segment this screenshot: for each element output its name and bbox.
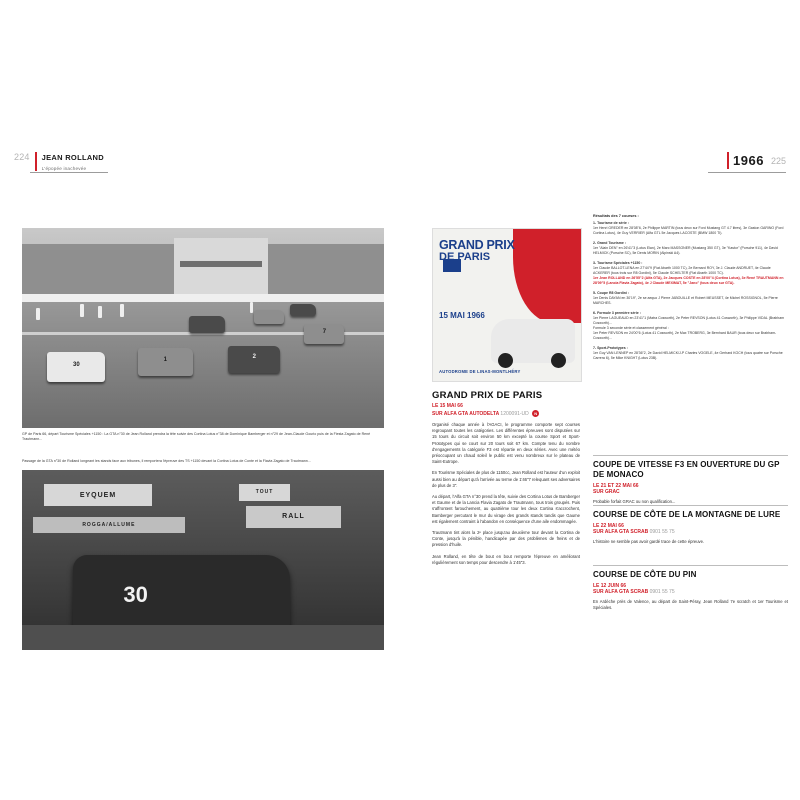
- race-car-7: [304, 324, 344, 344]
- result-block: [593, 241, 788, 256]
- section-car: [593, 529, 788, 535]
- section-pin: [593, 565, 788, 611]
- article-car-name: SUR ALFA GTA AUTODELTA: [432, 410, 500, 417]
- right-folio: 225: [770, 155, 786, 166]
- section-title: COURSE DE CÔTE DU PIN: [593, 570, 697, 579]
- section-date: LE 22 MAI 66: [593, 523, 624, 529]
- left-header-underline: [30, 172, 108, 173]
- result-title: 6- Formule 3 première série :: [593, 311, 641, 315]
- race-car-1: [138, 348, 193, 376]
- section-lure: [593, 505, 788, 545]
- section-title: COURSE DE CÔTE DE LA MONTAGNE DE LURE: [593, 510, 781, 519]
- right-page-header: [727, 152, 786, 169]
- poster-title-line1: GRAND PRIX: [439, 238, 515, 252]
- section-car-code: 0901 55 75: [649, 589, 675, 595]
- poster-title-line2: DE PARIS: [439, 251, 491, 263]
- photo2-car-number: 30: [123, 581, 148, 607]
- car-number-30: 30: [72, 361, 80, 368]
- book-subtitle: L'épopée inachevée: [41, 165, 87, 171]
- car-number-2: 2: [252, 354, 256, 361]
- result-text: 1er Denis DAYAN en 30'19", 2e se aequo J Pierre JABOUILLE et Robert MEUSSET, 4e Michel ROSSIGNOL, 5e Pierre MARCHES.: [593, 296, 778, 305]
- sign-eyquem: EYQUEM: [44, 484, 153, 506]
- book-title: JEAN ROLLAND: [41, 153, 104, 162]
- result-block: [593, 291, 788, 306]
- rolland-car-photo: [22, 470, 384, 650]
- result-text-2: Formule 3 seconde série et classement général :: [593, 326, 669, 330]
- section-car: [593, 589, 788, 595]
- section-car: SUR GRAC: [593, 489, 620, 495]
- year-label: 1966: [733, 153, 764, 168]
- result-text: 1er "Alain DEN" en 26'41"3 (Lotus Elan), 2e Marc MASSONER (Mustang 350 GT), 3e "Kastor" (Porsche 911), 4e David HELMICK (Porsche SC), 5e Denis MORIN (Alpinski A4).: [593, 246, 778, 255]
- car-number-7: 7: [322, 329, 327, 336]
- article-badge: N: [532, 410, 539, 417]
- result-block: [593, 311, 788, 341]
- article-paragraph: Au départ, l'Alfa GTA n°30 prend la tête, suivie des Cortina Lotus de Bamberger et Gaume et de la Lancia Flavia Zagato de Trautmann, tous trois groupés. Puis s'affrontent farouchement, au quatrième tour les deux Cortina s'accrochent, Bamberger percutant le mur du virage des grands stands tandis que Gaume est également contraint à l'abandon en conséquence d'une aile endommagée.: [432, 494, 580, 524]
- result-text: 1er Pierre LAGUEAUD en 23'41"1 (Matra Cosworth), 2e Peter REVSON (Lotus 41 Cosworth), 3e Philippe VIDAL (Brabham Cosworth)...: [593, 316, 785, 325]
- photo2-caption: Passage de la GTA n°30 de Rolland longeant les stands face aux tribunes, il remportera l'épreuve des TS +1150 devant la Cortina Lotus de Conte et la Flavia Zagato de Trautmann...: [22, 459, 311, 463]
- left-folio: 224: [14, 152, 30, 162]
- sign-tout: TOUT: [239, 484, 290, 500]
- article-paragraph: En Tourisme Spéciales de plus de 1150cc, Jean Rolland est l'auteur d'un exploit aussi bien au départ qu'à l'arrivée au terme de 1'46"7 relequant ses adversaires de plus de 3".: [432, 470, 580, 488]
- result-text-3: 1er Peter REVSON en 24'00"6 (Lotus 41 Cosworth), 2e Max TROBERG, 3e Bernhard BAUR (tous deux sur Brabham-Cosworth)...: [593, 331, 777, 340]
- article-paragraph: Trautmann tint alors la 2ᵉ place jusqu'au deuxième tour devant la Cortina de Conte, jusqu'à la pénible, handicapée par des problèmes de freins et de pression d'huile.: [432, 530, 580, 548]
- article-paragraph: Organisé chaque année à l'AGACI, le programme comporte sept courses regroupant toutes les catégories. Les différentes épreuves sont disputées sur 15 tours du circuit soit environ 50 km excepté la course Sport et Sport-Prototypes qui se court sur 20 tours soit 67 km. Compte tenu du nombre d'engagements la catégorie F3 est répartie en deux séries. Avec une météo préoccupant un chaud soleil le public est venu nombreux sur le plateau de Saint-Eutrope.: [432, 422, 580, 465]
- section-date: LE 12 JUIN 66: [593, 583, 627, 589]
- section-monaco: [593, 455, 788, 505]
- result-title: 3- Tourisme Spéciales +1150 :: [593, 261, 643, 265]
- sign-rogga: ROGGA/ALLUME: [33, 517, 185, 533]
- car-number-1: 1: [163, 356, 167, 363]
- result-text: 1er Claude BALLOT-LENA en 27'44"9 (Fiat Abarth 1000 TC), 2e Bernard ROY, 3e J. Claude ANDRUET, 4e Claude ACKERER (tous trois sur R8 Gordini), 5e Claude SCHELTER (Fiat Abarth 1000 TC).: [593, 266, 771, 275]
- race-car-2: [228, 346, 280, 373]
- result-block: [593, 346, 788, 361]
- section-car-name: SUR ALFA GTA SCRAB: [593, 529, 649, 535]
- result-block: [593, 261, 788, 286]
- race-car-30: [47, 352, 105, 382]
- header-red-rule: [35, 152, 37, 171]
- result-highlight: 1er Jean ROLLAND en 26'55"2 (Alfa GTA), 2e Jacques COSTE en 28'00"4 (Cortina Lotus), 3e René TRAUTMANN en 28'09"5 (Lancia Flavia Zagato), 4e J Claude MEXIMAT, 5e "Jano" (tous deux sur GTA).: [593, 276, 784, 285]
- section-note: L'histoire ne semble pas avoir gardé trace de cette épreuve.: [593, 539, 705, 544]
- section-note: En Ardèche près de Valence, au départ de Saint-Péray, Jean Rolland 7e scratch et 1er Tourisme et Spéciales.: [593, 599, 788, 610]
- section-car-code: 0901 55 75: [649, 529, 675, 535]
- right-header-underline: [708, 172, 786, 173]
- start-grid-photo: [22, 228, 384, 428]
- section-car-name: SUR ALFA GTA SCRAB: [593, 589, 649, 595]
- header-red-rule-right: [727, 152, 729, 169]
- poster-location: AUTODROME DE LINAS-MONTLHÉRY: [439, 369, 521, 374]
- article-paragraph: Jean Rolland, en tête de bout en bout remporte l'épreuve en améliorant régulièrement son temps pour descendre à 1'45"3.: [432, 553, 580, 565]
- results-column: [593, 214, 788, 366]
- result-title: 5- Coupe R8 Gordini :: [593, 291, 629, 295]
- result-title: 2- Grand Tourisme :: [593, 241, 626, 245]
- section-title: COUPE DE VITESSE F3 EN OUVERTURE DU GP DE MONACO: [593, 460, 780, 479]
- section-date: LE 21 ET 22 MAI 66: [593, 483, 639, 489]
- left-page-header: [14, 152, 134, 174]
- result-title: 7- Sport-Prototypes :: [593, 346, 628, 350]
- poster-date: 15 MAI 1966: [439, 311, 485, 320]
- result-block: [593, 221, 788, 236]
- article-car: [432, 410, 580, 417]
- article-car-code: 1200091-UD: [500, 410, 529, 417]
- article-title: GRAND PRIX DE PARIS: [432, 390, 543, 401]
- result-text: 1er Henri GREDER en 28'08"6, 2e Philippe MARTIN (tous deux sur Ford Mustang GT 4.7 litres), 3e Gaston GARINO (Ford Cortina Lotus), 4e Guy VERRIER (Alfa GTL 5e Jacques LACOSTE (BMW 1800 TI).: [593, 226, 784, 235]
- sign-rall: RALL: [246, 506, 340, 528]
- results-heading: Résultats des 7 courses :: [593, 214, 639, 218]
- result-text: 1er Guy VAN LENNEP en 28'36"2, 2e David HELMICK/J-P Charles VOGELE, 4e Gerhard KOCH (tous quatre sur Porsche Carrera 6), 5e Mike KNIGHT (Lotus 23B).: [593, 351, 783, 360]
- result-title: 1- Tourisme de série :: [593, 221, 629, 225]
- article-body: [432, 422, 580, 571]
- article-date: LE 15 MAI 66: [432, 403, 463, 409]
- photo1-caption: GP de Paris 66, départ Tourisme Spéciales +1150 : La GTA n°30 de Jean Rolland prendra la tête suivie des Cortina Lotus n°38 de Dominique Bamberger et n°29 de Jean-Claude Gourio puis de la Fiesta Zagato de René Trautmann...: [22, 432, 371, 442]
- section-note: Probable forfait GRAC ou non qualification...: [593, 499, 676, 504]
- grand-prix-poster: [432, 228, 582, 382]
